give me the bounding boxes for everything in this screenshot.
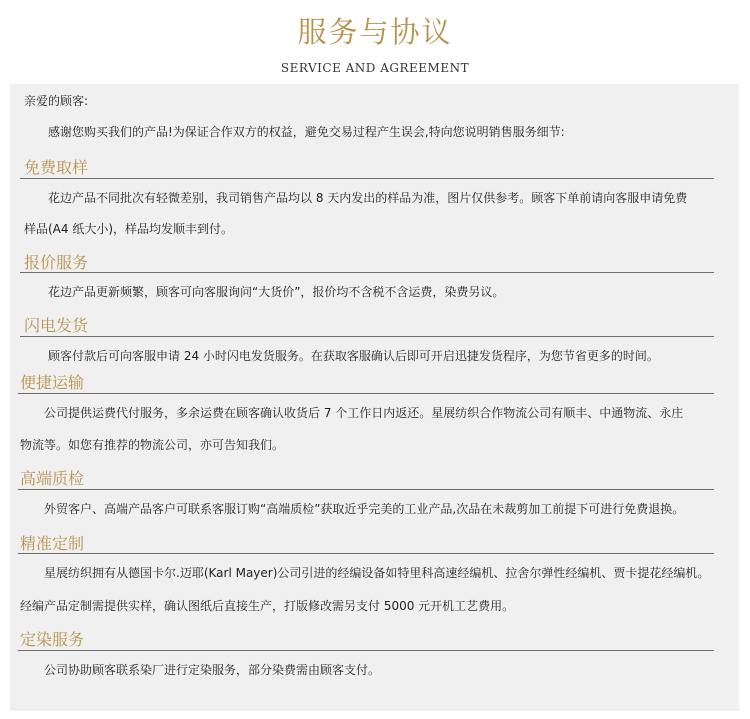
section-divider (20, 178, 714, 179)
section-paragraph-line: 样品(A4 纸大小)，样品均发顺丰到付。 (24, 222, 234, 236)
section-heading-custom-made: 精准定制 (20, 534, 85, 553)
section-paragraph-line: 花边产品更新频繁，顾客可向客服询问“大货价”，报价均不含税不含运费，染费另议。 (48, 285, 505, 299)
section-heading-express-delivery: 闪电发货 (24, 316, 89, 335)
section-paragraph-line: 顾客付款后可向客服申请 24 小时闪电发货服务。在获取客服确认后即可开启迅捷发货程序，为您节省更多的时间。 (48, 349, 659, 363)
section-heading-quality-inspection: 高端质检 (20, 469, 85, 488)
section-heading-transport: 便捷运输 (20, 373, 85, 392)
greeting-text: 亲爱的顾客: (24, 94, 89, 108)
section-heading-free-sample: 免费取样 (24, 158, 89, 177)
section-paragraph-line: 外贸客户、高端产品客户可联系客服订购“高端质检”获取近乎完美的工业产品,次品在未裁剪加工前提下可进行免费退换。 (44, 502, 685, 516)
section-divider (20, 272, 714, 273)
section-paragraph-line: 经编产品定制需提供实样，确认图纸后直接生产，打版修改需另支付 5000 元开机工艺费用。 (20, 599, 515, 613)
section-heading-quotation: 报价服务 (24, 253, 89, 272)
section-paragraph-line: 星展纺织拥有从德国卡尔.迈耶(Karl Mayer)公司引进的经编设备如特里科高速经编机、拉舍尔弹性经编机、贾卡提花经编机。 (44, 566, 710, 580)
section-divider (18, 553, 714, 554)
section-paragraph-line: 物流等。如您有推荐的物流公司，亦可告知我们。 (20, 438, 285, 452)
intro-text: 感谢您购买我们的产品!为保证合作双方的权益，避免交易过程产生误会,特向您说明销售服务细节: (48, 125, 565, 139)
section-paragraph-line: 花边产品不同批次有轻微差别，我司销售产品均以 8 天内发出的样品为准，图片仅供参考。顾客下单前请向客服申请免费 (48, 191, 688, 205)
page-title: 服务与协议 (297, 15, 453, 49)
page-subtitle: SERVICE AND AGREEMENT (280, 61, 470, 75)
section-divider (18, 489, 714, 490)
section-paragraph-line: 公司协助顾客联系染厂进行定染服务，部分染费需由顾客支付。 (44, 663, 381, 677)
section-divider (18, 650, 714, 651)
section-divider (18, 393, 714, 394)
section-paragraph-line: 公司提供运费代付服务，多余运费在顾客确认收货后 7 个工作日内返还。星展纺织合作物流公司有顺丰、中通物流、永庄 (44, 406, 684, 420)
section-divider (20, 336, 714, 337)
section-heading-custom-dyeing: 定染服务 (20, 630, 85, 649)
